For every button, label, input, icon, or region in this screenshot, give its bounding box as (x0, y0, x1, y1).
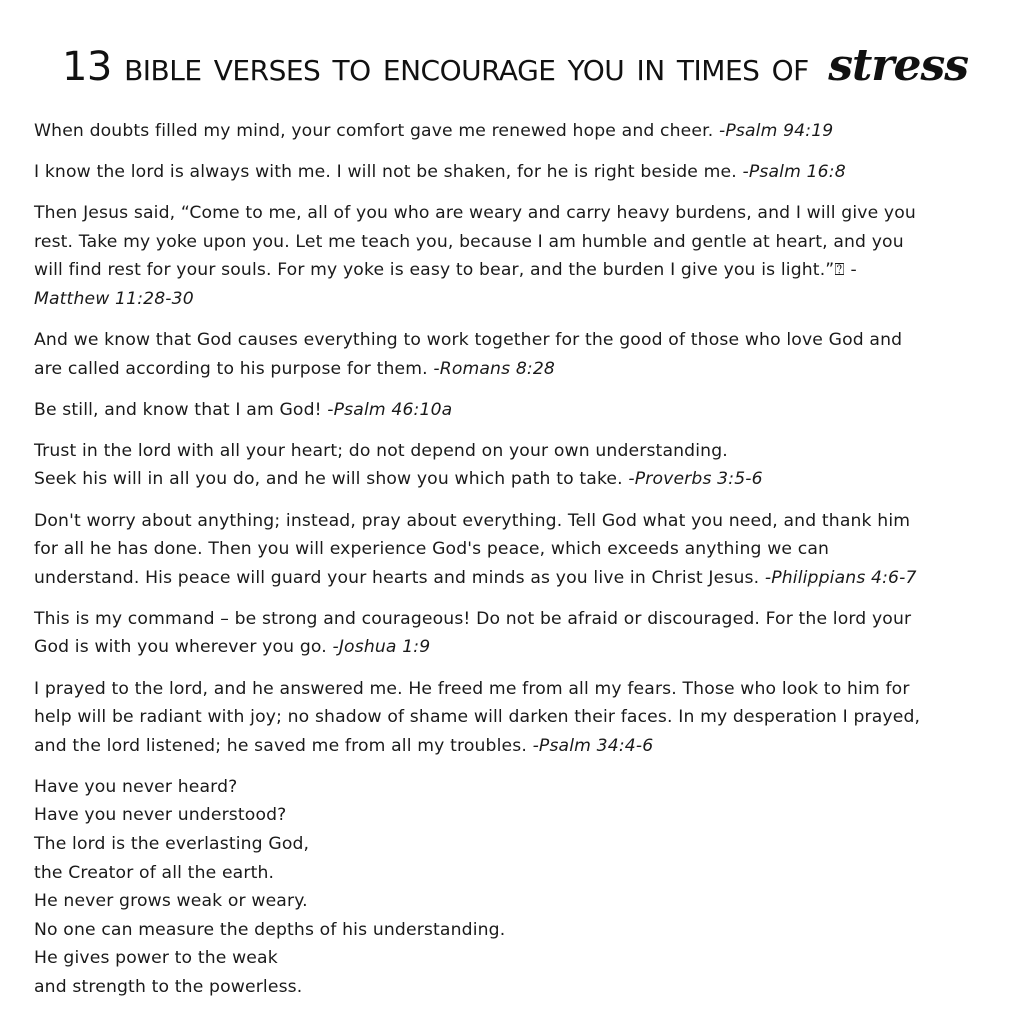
verse-line (34, 732, 1009, 761)
verse-text: When doubts filled my mind, your comfort gave me renewed hope and cheer. (34, 121, 719, 141)
verse-line (34, 396, 1009, 425)
verse-text: He gives power to the weak (34, 948, 278, 969)
verse-line (34, 285, 1009, 314)
verse-text: and strength to the powerless. (34, 976, 303, 997)
verse-text: help will be radiant with joy; no shadow of shame will darken their faces. In my desperation I prayed, (34, 707, 921, 728)
verse-block (34, 437, 1009, 494)
verse-line (34, 773, 1009, 802)
verse-block (34, 117, 1009, 146)
verse-text: Have you never understood? (34, 805, 287, 826)
verse-text: will find rest for your souls. For my yoke is easy to bear, and the burden I give you is light.”⍰ - (34, 260, 857, 281)
verse-text: Be still, and know that I am God! (34, 399, 328, 420)
verse-text: And we know that God causes everything to work together for the good of those who love God and (34, 330, 903, 351)
verse-reference: -Psalm 16:8 (742, 162, 846, 183)
title-accent-word: stress (828, 39, 969, 91)
title-main: 13 bible verses to encourage you in times of (61, 43, 809, 90)
verse-text: Don't worry about anything; instead, pray about everything. Tell God what you need, and thank him (34, 510, 911, 531)
verse-text: This is my command – be strong and courageous! Do not be afraid or discouraged. For the lord your (34, 608, 912, 629)
verse-block (34, 605, 1009, 662)
verse-text: I prayed to the lord, and he answered me. He freed me from all my fears. Those who look to him for (34, 678, 910, 699)
verse-line (34, 117, 1009, 146)
verse-reference: -Psalm 34:4-6 (532, 735, 654, 756)
verse-line (34, 256, 1009, 285)
verse-line (34, 633, 1009, 662)
verse-line (34, 158, 1009, 187)
verse-line (34, 801, 1009, 830)
verse-line (34, 830, 1009, 859)
verse-block (34, 199, 1009, 313)
verse-text: rest. Take my yoke upon you. Let me teach you, because I am humble and gentle at heart, and you (34, 231, 904, 252)
verse-block (34, 675, 1009, 761)
verse-block (34, 773, 1009, 1002)
verse-block (34, 326, 1009, 383)
verse-text: for all he has done. Then you will experience God's peace, which exceeds anything we can (34, 539, 830, 560)
verse-block (34, 158, 1009, 187)
verse-line (34, 228, 1009, 257)
verse-text: understand. His peace will guard your hearts and minds as you live in Christ Jesus. (34, 567, 765, 588)
verse-line (34, 973, 1009, 1002)
verse-reference: -Psalm 46:10a (327, 399, 453, 420)
verse-line (34, 675, 1009, 704)
verse-text: He never grows weak or weary. (34, 891, 308, 912)
verse-text: The lord is the everlasting God, (34, 833, 310, 854)
verse-line (34, 944, 1009, 973)
verse-reference: Matthew 11:28-30 (34, 288, 194, 309)
verse-block (34, 396, 1009, 425)
verse-line (34, 916, 1009, 945)
verse-reference: -Joshua 1:9 (332, 637, 431, 658)
verse-text: the Creator of all the earth. (34, 862, 275, 883)
verse-reference: -Philippians 4:6-7 (764, 567, 917, 588)
verse-line (34, 887, 1009, 916)
verse-line (34, 326, 1009, 355)
verse-line (34, 535, 1009, 564)
verse-line (34, 859, 1009, 888)
page-title (0, 41, 1030, 92)
verse-line (34, 605, 1009, 634)
verse-reference: -Psalm 94:19 (719, 121, 834, 141)
verse-text: are called according to his purpose for them. (34, 358, 434, 379)
verse-line (34, 437, 1009, 466)
verse-line (34, 199, 1009, 228)
verse-block (34, 507, 1009, 593)
verse-line (34, 355, 1009, 384)
verse-list (34, 117, 1009, 1014)
verse-text: No one can measure the depths of his understanding. (34, 919, 506, 940)
verse-line (34, 465, 1009, 494)
verse-text: Seek his will in all you do, and he will show you which path to take. (34, 469, 629, 490)
verse-line (34, 507, 1009, 536)
verse-text: Trust in the lord with all your heart; do not depend on your own understanding. (34, 440, 728, 461)
verse-text: I know the lord is always with me. I will not be shaken, for he is right beside me. (34, 162, 743, 183)
verse-text: Then Jesus said, “Come to me, all of you who are weary and carry heavy burdens, and I will give you (34, 203, 916, 224)
verse-reference: -Romans 8:28 (433, 358, 556, 379)
verse-line (34, 564, 1009, 593)
verse-reference: -Proverbs 3:5-6 (628, 469, 763, 490)
verse-text: God is with you wherever you go. (34, 637, 333, 658)
verse-text: Have you never heard? (34, 776, 238, 797)
verse-text: and the lord listened; he saved me from all my troubles. (34, 735, 533, 756)
verse-line (34, 703, 1009, 732)
